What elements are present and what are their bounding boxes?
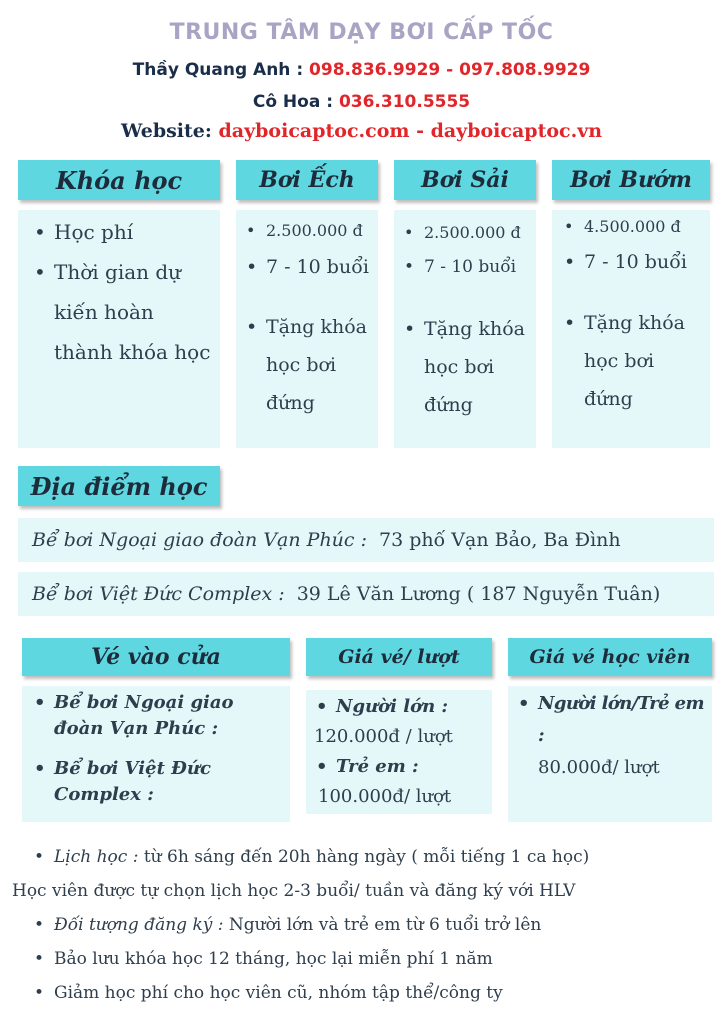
- course-fee-freestyle: • 2.500.000 đ: [398, 214, 532, 252]
- course-name-freestyle: Bơi Sải: [394, 160, 536, 200]
- note-schedule: [28, 840, 717, 874]
- courses-header: Khóa học: [18, 160, 220, 200]
- teacher-contact: [0, 60, 723, 80]
- course-fee-butterfly: • 4.500.000 đ: [558, 210, 704, 244]
- note-target: [28, 908, 717, 942]
- child-label: • Trẻ em :: [310, 752, 488, 782]
- child-price: 100.000đ/ lượt: [318, 786, 452, 807]
- course-sessions-freestyle: • 7 - 10 buổi: [398, 252, 532, 282]
- student-label: • Người lớn/Trẻ em :: [512, 688, 708, 752]
- location-row-van-phuc: [18, 518, 714, 562]
- teacher-label: Thầy Quang Anh :: [132, 60, 310, 80]
- location-row-viet-duc: [18, 572, 714, 616]
- course-item-fee: • Học phí: [28, 212, 212, 252]
- course-name-butterfly: Bơi Bướm: [552, 160, 710, 200]
- location-address: 73 phố Vạn Bảo, Ba Đình: [379, 529, 621, 551]
- course-gift-butterfly: • Tặng khóa học bơi đứng: [558, 304, 704, 418]
- schedule-text: từ 6h sáng đến 20h hàng ngày ( mỗi tiếng 1 ca học): [138, 847, 590, 867]
- target-text: Người lớn và trẻ em từ 6 tuổi trở lên: [223, 915, 542, 935]
- student-price-header: Giá vé học viên: [508, 638, 712, 676]
- ticket-pool-viet-duc: • Bể bơi Việt Đức Complex :: [28, 756, 284, 808]
- target-label: Đối tượng đăng ký :: [54, 915, 224, 935]
- course-gift-freestyle: • Tặng khóa học bơi đứng: [398, 310, 532, 424]
- schedule-label: Lịch học :: [54, 847, 139, 867]
- student-price: 80.000đ/ lượt: [538, 757, 660, 778]
- course-item-duration: • Thời gian dự kiến hoàn thành khóa học: [28, 252, 212, 372]
- adult-price: 120.000đ / lượt: [314, 726, 453, 747]
- page-title: TRUNG TÂM DẠY BƠI CẤP TỐC: [169, 20, 554, 45]
- note-choose: Học viên được tự chọn lịch học 2-3 buổi/ tuần và đăng ký với HLV: [12, 881, 576, 901]
- ticket-pool-van-phuc: • Bể bơi Ngoại giao đoàn Vạn Phúc :: [28, 690, 284, 742]
- notes-section: [12, 840, 717, 1010]
- course-name-frog: Bơi Ếch: [236, 160, 378, 200]
- co-phone: 036.310.5555: [338, 92, 471, 112]
- co-contact: [0, 92, 723, 112]
- course-sessions-butterfly: • 7 - 10 buổi: [558, 244, 704, 280]
- ticket-price-box: [306, 690, 492, 814]
- ticket-pools-box: [22, 686, 290, 822]
- student-price-box: [508, 686, 712, 822]
- website-label: Website:: [120, 120, 219, 142]
- course-fee-frog: • 2.500.000 đ: [240, 212, 374, 250]
- price-header: Giá vé/ lượt: [306, 638, 492, 676]
- course-box-frog: [236, 210, 378, 448]
- location-address: 39 Lê Văn Lương ( 187 Nguyễn Tuân): [296, 583, 661, 605]
- website-line: [0, 120, 723, 142]
- teacher-phones: 098.836.9929 - 097.808.9929: [309, 60, 591, 80]
- tickets-header: Vé vào cửa: [22, 638, 290, 676]
- course-box-butterfly: [552, 210, 710, 448]
- website-links[interactable]: dayboicaptoc.com - dayboicaptoc.vn: [218, 120, 603, 142]
- course-box-freestyle: [394, 210, 536, 448]
- courses-items-box: [18, 210, 220, 448]
- co-label: Cô Hoa :: [252, 92, 339, 112]
- note-reserve: • Bảo lưu khóa học 12 tháng, học lại miễn phí 1 năm: [28, 942, 717, 976]
- note-discount: • Giảm học phí cho học viên cũ, nhóm tập thể/công ty: [28, 976, 717, 1010]
- locations-header: Địa điểm học: [18, 466, 220, 506]
- location-name: Bể bơi Ngoại giao đoàn Vạn Phúc :: [32, 529, 367, 551]
- course-gift-frog: • Tặng khóa học bơi đứng: [240, 308, 374, 422]
- course-sessions-frog: • 7 - 10 buổi: [240, 250, 374, 284]
- adult-label: • Người lớn :: [310, 692, 488, 722]
- location-name: Bể bơi Việt Đức Complex :: [32, 583, 285, 605]
